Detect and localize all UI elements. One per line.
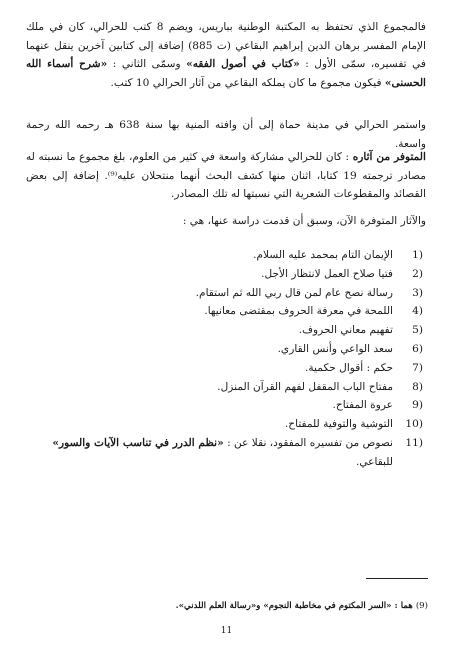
list-item — [43, 434, 423, 472]
list-item-text — [43, 434, 393, 472]
list-item-number: 11) — [405, 436, 423, 449]
list-item-number: 6) — [412, 342, 423, 355]
list-item — [43, 378, 423, 397]
list-item — [43, 321, 423, 340]
list-item-text: اللمحة في معرفة الحروف بمقتضى معانيها. — [204, 305, 393, 318]
list-item-number: 10) — [405, 418, 423, 431]
list-item-text: تفهيم معاني الحروف. — [298, 324, 393, 337]
p1-text-a: فالمجموع الذي تحتفظ به المكتبة الوطنية بباريس، ويضم 8 كتب للحرالي، كان في ملك الإمام المفسر برهان الدين إبراهيم البقاعي (ت 885) إضافة إلى كتابين آخرين ينقل عنهما في تفسيره، سمّى الأول : — [26, 21, 427, 71]
p1-title-asma-husna: «شرح أسماء الله الحسنى» — [26, 58, 426, 89]
list-item-text: مفتاح الباب المقفل لفهم القرآن المنزل. — [217, 380, 393, 393]
section-lead-heading: المتوفر من آثاره — [352, 151, 426, 163]
list-item-text: سعد الواعي وأنس القاري. — [277, 342, 393, 355]
list-item-text: فتيا صلاح العمل لانتظار الأجل. — [261, 267, 393, 280]
paragraph-list-intro: والآثار المتوفرة الآن، وسبق أن قدمت دراسة عنها، هي : — [182, 215, 426, 227]
list-item-11-text: نصوص من تفسيره المفقود، نقلا عن : — [223, 436, 393, 449]
list-item — [43, 284, 423, 303]
list-item-number: 3) — [412, 286, 423, 299]
list-item — [43, 396, 423, 415]
list-item-number: 1) — [412, 249, 423, 261]
list-item-number: 8) — [412, 380, 423, 393]
list-item-text: رسالة نصح عام لمن قال ربي الله ثم استقام. — [195, 286, 393, 299]
footnote-separator — [366, 578, 428, 579]
page-number: 11 — [220, 626, 233, 636]
p3-body: : كان للحرالي مشاركة واسعة في كثير من العلوم، بلغ مجموع ما نسبته له مصادر ترجمته 19 كتابا، اثنان منها كشف البحث أنهما منتحلان عليه⁽⁹⁾. إضافة إلى بعض القصائد والمقطوعات الشعرية التي نسبتها له تلك المصادر. — [26, 151, 426, 201]
list-item-number: 2) — [412, 267, 423, 280]
p1-text-d: فيكون مجموع ما كان يملكه البقاعي من آثار الحرالي 10 كتب. — [110, 76, 385, 89]
footnote-text: هما : «السر المكتوم في مخاطبة النجوم» و«رسالة العلم اللدني». — [175, 601, 416, 611]
list-item-11-continuation: للبقاعي. — [355, 455, 393, 468]
footnote — [24, 600, 428, 613]
list-item — [43, 340, 423, 359]
list-item-number: 7) — [412, 361, 423, 374]
list-item-number: 5) — [412, 324, 423, 337]
list-item-number: 4) — [412, 305, 423, 318]
list-item — [43, 415, 423, 434]
list-item — [43, 359, 423, 378]
list-item-text: الإيمان التام بمحمد عليه السلام. — [253, 249, 393, 261]
paragraph-available-works — [26, 148, 426, 204]
p1-title-usul-fiqh: «كتاب في أصول الفقه» — [186, 58, 300, 71]
list-item-11-title: «نظم الدرر في تناسب الآيات والسور» — [52, 436, 224, 449]
list-item-text: التوشية والتوفية للمفتاح. — [284, 418, 393, 431]
list-item — [43, 246, 423, 265]
list-item — [43, 265, 423, 284]
list-item-text: عروة المفتاح. — [332, 399, 393, 412]
list-item-text: حكم : أقوال حكمية. — [304, 361, 393, 374]
paragraph-manuscript-collection — [26, 18, 426, 92]
footnote-marker: (9) — [415, 601, 428, 611]
list-item — [43, 302, 423, 321]
paragraph-death: واستمر الحرالي في مدينة حماة إلى أن وافته المنية بها سنة 638 هـ رحمه الله رحمة واسعة. — [26, 119, 426, 150]
works-list — [43, 246, 423, 472]
list-item-number: 9) — [412, 399, 423, 412]
p1-text-c: وسمّى الثاني : — [107, 58, 187, 71]
